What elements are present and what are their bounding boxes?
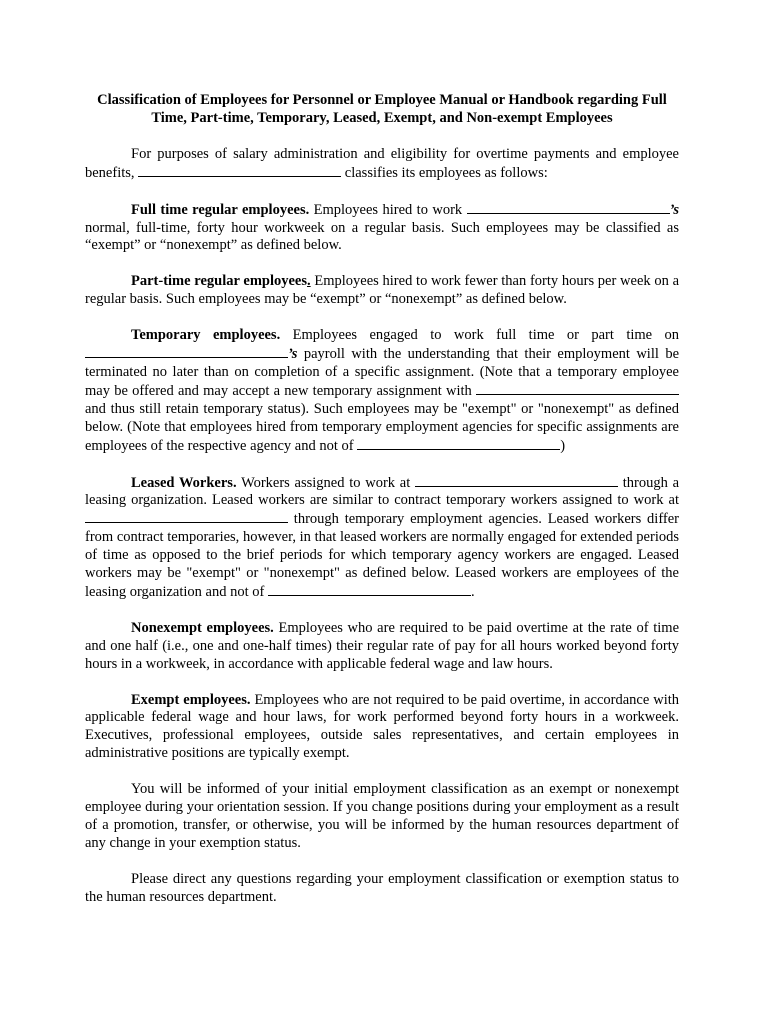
document-title: Classification of Employees for Personnel or Employee Manual or Handbook regarding Full Time, Part-time, Temporary, Leased, Exempt, and Non-exempt Employees (97, 92, 667, 126)
leased-company-blank-2[interactable] (85, 510, 288, 523)
intro-text-after: classifies its employees as follows: (344, 164, 548, 181)
temporary-text-1: Employees engaged to work full time or part time on (292, 327, 680, 344)
temporary-text-2: payroll with the understanding that their employment will be terminated no later than on completion of a specific assignment. (Note that a temporary employee may be offered and may accept a new temporary assignment with (85, 346, 680, 399)
temporary-heading: Temporary employees. (131, 327, 281, 344)
temporary-company-blank-2[interactable] (476, 382, 679, 395)
leased-company-blank-1[interactable] (415, 474, 618, 487)
company-name-blank[interactable] (138, 164, 341, 177)
leased-text-4: . (470, 583, 475, 600)
temporary-text-4: ) (560, 437, 566, 454)
full-time-possessive: ’s (669, 201, 680, 218)
full-time-text-2: normal, full-time, forty hour workweek on a regular basis. Such employees may be classified as “exempt” or “nonexempt” as defined below. (85, 219, 679, 254)
intro-paragraph (85, 146, 679, 183)
temporary-possessive: ’s (288, 346, 298, 363)
full-time-paragraph (85, 201, 679, 256)
leased-heading: Leased Workers. (131, 474, 237, 491)
leased-paragraph (85, 474, 679, 602)
full-time-company-blank[interactable] (467, 201, 670, 214)
exempt-heading: Exempt employees. (131, 691, 251, 708)
informed-text: You will be informed of your initial employment classification as an exempt or nonexempt employee during your orientation session. If you change positions during your employment as a result of a promotion, transfer, or otherwise, you will be informed by the human resources department of any change in your exemption status. (85, 781, 679, 851)
part-time-heading-period: . (307, 273, 311, 290)
document-page (85, 92, 679, 925)
part-time-text: Employees hired to work fewer than forty hours per week on a regular basis. Such employees may be “exempt” or “nonexempt” as defined below. (85, 273, 680, 308)
exempt-text: Employees who are not required to be paid overtime, in accordance with applicable federal wage and hour laws, for work performed beyond forty hours in a workweek. Executives, professional employees, outside sales representatives, and certain employees in administrative positions are typically exempt. (85, 691, 680, 762)
temporary-company-blank-3[interactable] (357, 437, 560, 450)
nonexempt-text: Employees who are required to be paid overtime at the rate of time and one half (i.e., one and one-half times) their regular rate of pay for all hours worked beyond forty hours in a workweek, in accordance with applicable federal wage and law hours. (85, 619, 680, 672)
exempt-paragraph (85, 692, 679, 764)
questions-paragraph (85, 871, 679, 907)
leased-company-blank-3[interactable] (268, 583, 471, 596)
part-time-paragraph (85, 273, 679, 309)
nonexempt-paragraph (85, 620, 679, 674)
questions-text: Please direct any questions regarding your employment classification or exemption status to the human resources department. (85, 870, 679, 905)
intro-text-before: For purposes of salary administration and eligibility for overtime payments and employee benefits, (85, 145, 679, 181)
temporary-paragraph (85, 327, 679, 455)
part-time-heading: Part-time regular employees (131, 273, 308, 290)
temporary-company-blank-1[interactable] (85, 345, 288, 358)
leased-text-1: Workers assigned to work at (241, 474, 411, 491)
temporary-text-3: and thus still retain temporary status). Such employees may be "exempt" or "nonexempt" as defined below. (Note that employees hired from temporary employment agencies for specific assignments are employees of the respective agency and not of (85, 400, 679, 454)
leased-text-3: through temporary employment agencies. Leased workers differ from contract temporaries, however, in that leased workers are normally engaged for extended periods of time as opposed to the brief periods for which temporary agency workers are engaged. Leased workers may be "exempt" or "nonexempt" as defined below. Leased workers are employees of the leasing organization and not of (85, 511, 679, 600)
informed-paragraph (85, 781, 679, 853)
leased-text-2: through a leasing organization. Leased workers are similar to contract temporary workers assigned to work at (85, 474, 680, 509)
full-time-heading: Full time regular employees. (131, 201, 310, 218)
full-time-text-1: Employees hired to work (313, 201, 463, 218)
nonexempt-heading: Nonexempt employees. (131, 619, 274, 636)
